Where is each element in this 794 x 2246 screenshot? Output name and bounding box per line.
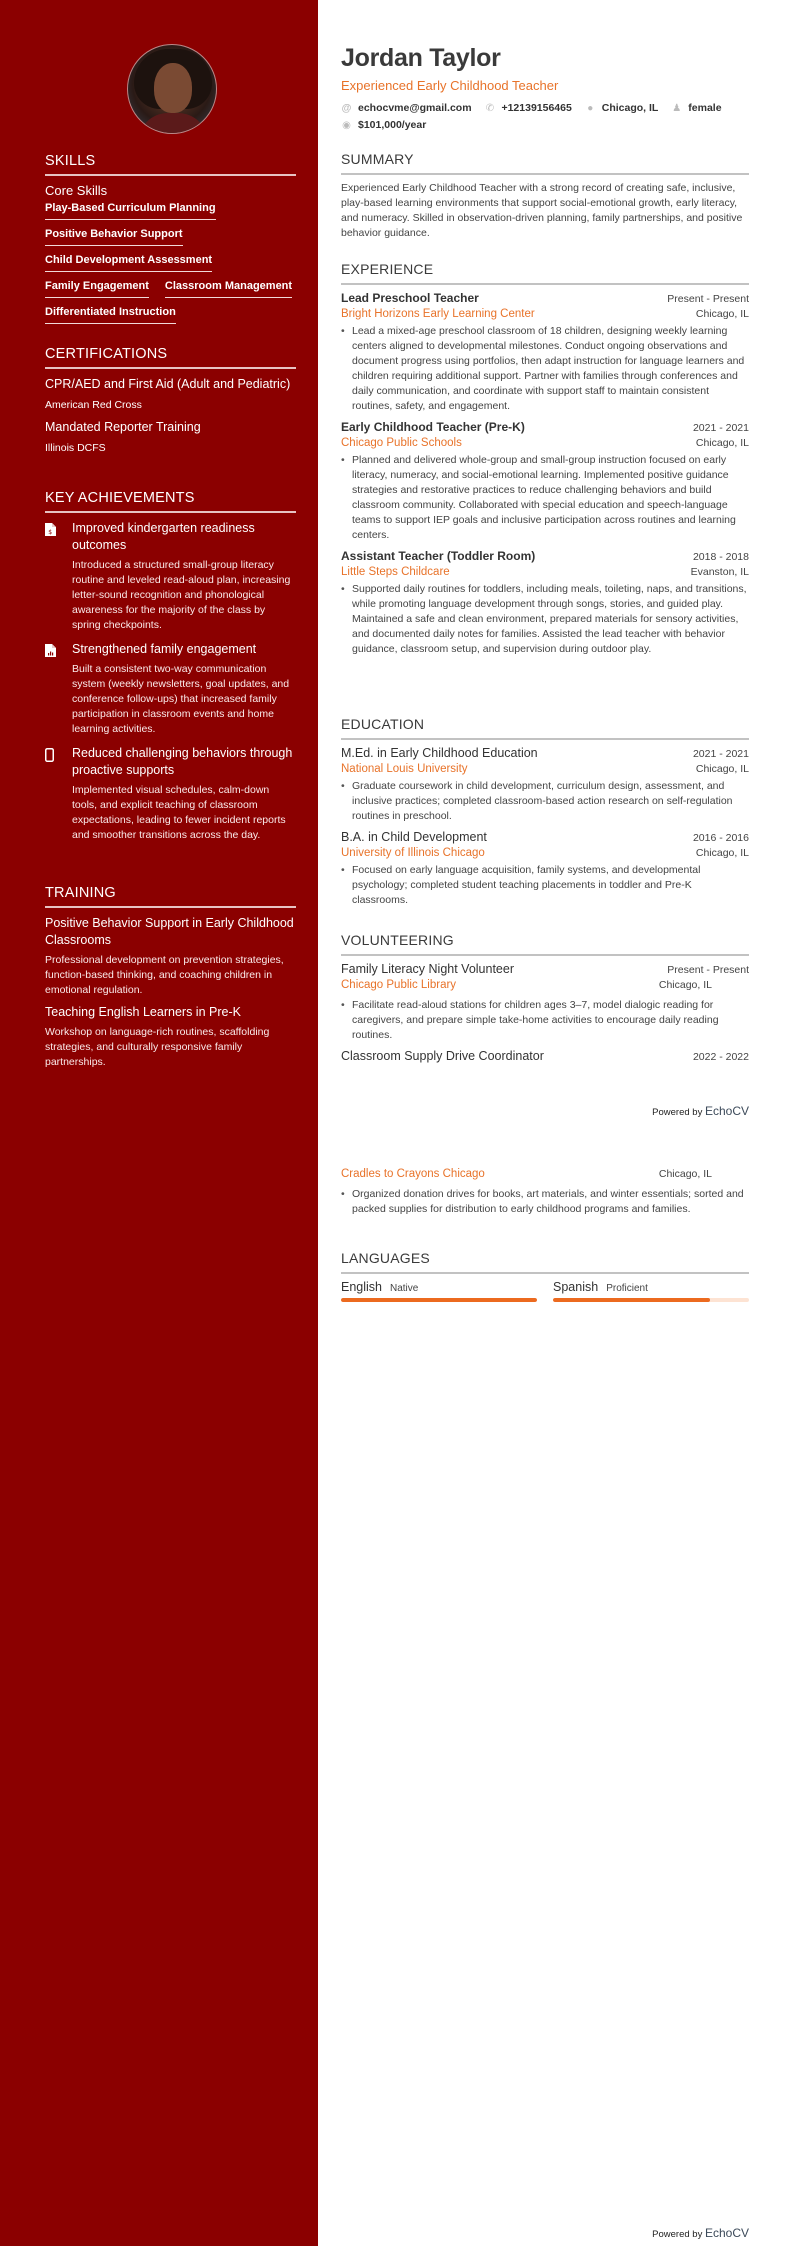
language-name: Spanish	[553, 1280, 599, 1294]
certification-issuer: American Red Cross	[45, 399, 142, 411]
school: University of Illinois Chicago	[341, 847, 485, 859]
training-section	[45, 885, 296, 1076]
skill-tag: Differentiated Instruction	[45, 306, 176, 324]
experience-entry	[341, 291, 749, 414]
education-bullet: • Focused on early language acquisition, family systems, and developmental psychology; completed student teaching placements in toddler and Pre-K classrooms.	[341, 863, 749, 908]
report-chart-icon	[45, 641, 72, 737]
skills-section	[45, 153, 296, 332]
volunteer-org: Cradles to Crayons Chicago	[341, 1168, 485, 1180]
training-title: Positive Behavior Support in Early Childhood Classrooms	[45, 916, 294, 947]
volunteer-role: Family Literacy Night Volunteer	[341, 962, 514, 976]
education-heading: EDUCATION	[341, 716, 749, 740]
job-bullet: • Supported daily routines for toddlers, including meals, toileting, naps, and transitions, while promoting language development through songs, stories, and guided play. Maintained a safe and clean environment, prepared materials for sensory activities, and documented daily notes for families. Assisted the lead teacher with behavior guidance, classroom setup, and supervision during outdoor play.	[341, 582, 749, 657]
svg-text:$: $	[48, 529, 53, 536]
experience-entry	[341, 420, 749, 543]
certifications-section	[45, 346, 296, 462]
skill-tags	[45, 202, 296, 332]
powered-by-footer: Powered by EchoCV	[652, 1104, 749, 1118]
summary-section	[341, 151, 749, 241]
achievement-title: Improved kindergarten readiness outcomes	[72, 521, 255, 552]
language-spanish	[553, 1280, 749, 1302]
school-location: Chicago, IL	[695, 763, 749, 775]
training-title: Teaching English Learners in Pre-K	[45, 1005, 241, 1019]
skill-tag: Classroom Management	[165, 280, 292, 298]
achievement-title: Strengthened family engagement	[72, 642, 257, 656]
job-dates: 2018 - 2018	[692, 551, 749, 563]
training-heading: TRAINING	[45, 885, 296, 908]
degree: M.Ed. in Early Childhood Education	[341, 746, 538, 760]
job-dates: 2021 - 2021	[692, 422, 749, 434]
document-icon	[45, 520, 72, 633]
volunteering-entry	[341, 962, 749, 1043]
skill-tag: Family Engagement	[45, 280, 149, 298]
job-location: Evanston, IL	[690, 566, 749, 578]
job-title: Assistant Teacher (Toddler Room)	[341, 549, 536, 563]
avatar	[127, 44, 217, 134]
skill-group-label: Core Skills	[45, 183, 108, 198]
certification-name: Mandated Reporter Training	[45, 420, 201, 434]
candidate-name: Jordan Taylor	[341, 44, 501, 72]
languages-heading: LANGUAGES	[341, 1250, 749, 1274]
achievement-title: Reduced challenging behaviors through proactive supports	[72, 746, 293, 777]
experience-section	[341, 261, 749, 663]
person-icon: ♟	[672, 103, 682, 114]
certifications-heading: CERTIFICATIONS	[45, 346, 296, 369]
skill-tag: Child Development Assessment	[45, 254, 212, 272]
volunteer-dates: Present - Present	[667, 964, 749, 976]
certification-name: CPR/AED and First Aid (Adult and Pediatric)	[45, 377, 291, 391]
achievement-desc: Built a consistent two-way communication system (weekly newsletters, goal updates, and conference follow-ups) that increased family participation in classroom events and home learning activities.	[72, 663, 290, 735]
education-dates: 2021 - 2021	[692, 748, 749, 760]
education-entry	[341, 746, 749, 824]
contact-phone[interactable]: ✆ +12139156465	[484, 100, 571, 117]
summary-text: Experienced Early Childhood Teacher with a strong record of creating safe, inclusive, play-based learning environments that support social-emotional growth, early literacy, and numeracy. Skilled in observation-driven planning, family partnerships, and positive behavior guidance.	[341, 182, 743, 239]
training-desc: Professional development on prevention strategies, function-based thinking, and coaching children in emotional regulation.	[45, 954, 284, 996]
echocv-brand[interactable]: EchoCV	[704, 1104, 749, 1118]
achievement-desc: Introduced a structured small-group literacy routine and leveled read-aloud plan, increasing letter-sound recognition and phonological awareness for the majority of the class by spring checkpoints.	[72, 559, 291, 631]
mobile-phone-icon	[45, 745, 72, 843]
education-entry	[341, 830, 749, 908]
volunteer-bullet: • Organized donation drives for books, art materials, and winter essentials; sorted and packed supplies for distribution to early childhood programs and families.	[341, 1187, 749, 1217]
contact-info	[341, 100, 761, 134]
job-title: Early Childhood Teacher (Pre-K)	[341, 420, 525, 434]
certification-issuer: Illinois DCFS	[45, 442, 106, 454]
school-location: Chicago, IL	[695, 847, 749, 859]
at-icon: @	[341, 103, 352, 114]
salary-icon: ◉	[342, 120, 351, 131]
job-dates: Present - Present	[667, 293, 749, 305]
language-english	[341, 1280, 537, 1302]
job-bullet: • Planned and delivered whole-group and small-group instruction focused on early literacy, numeracy, and social-emotional learning. Implemented positive guidance strategies and restorative practices to reduce challenging behaviors and build classroom community. Collaborated with special education and speech-language teams to support IEP goals and inclusive participation across routines and learning centers.	[341, 453, 749, 543]
contact-gender: ♟ female	[671, 100, 721, 117]
volunteer-location: Chicago, IL	[658, 1168, 712, 1180]
skill-tag: Play-Based Curriculum Planning	[45, 202, 216, 220]
language-proficiency-bar	[341, 1298, 537, 1302]
languages-section	[341, 1250, 749, 1302]
volunteer-location: Chicago, IL	[658, 979, 712, 991]
volunteer-role: Classroom Supply Drive Coordinator	[341, 1049, 544, 1063]
education-dates: 2016 - 2016	[692, 832, 749, 844]
degree: B.A. in Child Development	[341, 830, 487, 844]
job-bullet: • Lead a mixed-age preschool classroom of 18 children, designing weekly learning centers aligned to developmental milestones. Conduct ongoing observations and document progress using portfolios, then adapt instruction for language learners and children requiring additional support. Partner with families through conferences and daily communication, and coordinate with support staff to maintain consistent routines, safety, and engagement.	[341, 324, 749, 414]
phone-icon: ✆	[485, 103, 495, 114]
employer: Chicago Public Schools	[341, 437, 462, 449]
education-bullet: • Graduate coursework in child development, curriculum design, assessment, and inclusive practices; completed classroom-based action research on self-regulation routines in preschool.	[341, 779, 749, 824]
employer: Little Steps Childcare	[341, 566, 450, 578]
echocv-brand[interactable]: EchoCV	[704, 2226, 749, 2240]
skill-tag: Positive Behavior Support	[45, 228, 183, 246]
volunteering-section	[341, 932, 749, 1063]
volunteer-dates: 2022 - 2022	[692, 1051, 749, 1063]
achievement-desc: Implemented visual schedules, calm-down tools, and explicit teaching of classroom expectations, leading to fewer incident reports and smoother transitions across the day.	[72, 784, 286, 841]
language-level: Native	[390, 1283, 419, 1294]
experience-entry	[341, 549, 749, 657]
location-icon: ●	[587, 103, 594, 114]
powered-by-footer: Powered by EchoCV	[652, 2226, 749, 2240]
education-section	[341, 716, 749, 914]
volunteering-entry	[341, 1049, 749, 1063]
language-name: English	[341, 1280, 382, 1294]
contact-email[interactable]: @ echocvme@gmail.com	[341, 100, 472, 117]
achievements-heading: KEY ACHIEVEMENTS	[45, 490, 296, 513]
skills-heading: SKILLS	[45, 153, 296, 176]
achievement-item	[45, 641, 296, 737]
sidebar	[0, 0, 318, 2246]
employer: Bright Horizons Early Learning Center	[341, 308, 535, 320]
contact-salary: ◉ $101,000/year	[341, 117, 426, 134]
job-location: Chicago, IL	[695, 308, 749, 320]
contact-location: ● Chicago, IL	[585, 100, 659, 117]
achievement-item	[45, 520, 296, 633]
summary-heading: SUMMARY	[341, 151, 749, 175]
job-location: Chicago, IL	[695, 437, 749, 449]
job-title: Lead Preschool Teacher	[341, 291, 479, 305]
achievements-section	[45, 490, 296, 851]
language-proficiency-bar	[553, 1298, 749, 1302]
volunteering-continued	[341, 1165, 749, 1223]
candidate-title: Experienced Early Childhood Teacher	[341, 78, 559, 93]
school: National Louis University	[341, 763, 468, 775]
volunteering-heading: VOLUNTEERING	[341, 932, 749, 956]
experience-heading: EXPERIENCE	[341, 261, 749, 285]
language-level: Proficient	[606, 1283, 648, 1294]
volunteer-bullet: • Facilitate read-aloud stations for children ages 3–7, model dialogic reading for caregivers, and prepare simple take-home activities to encourage daily reading routines.	[341, 998, 749, 1043]
achievement-item	[45, 745, 296, 843]
volunteer-org: Chicago Public Library	[341, 979, 457, 991]
training-desc: Workshop on language-rich routines, scaffolding strategies, and culturally responsive family partnerships.	[45, 1026, 270, 1068]
